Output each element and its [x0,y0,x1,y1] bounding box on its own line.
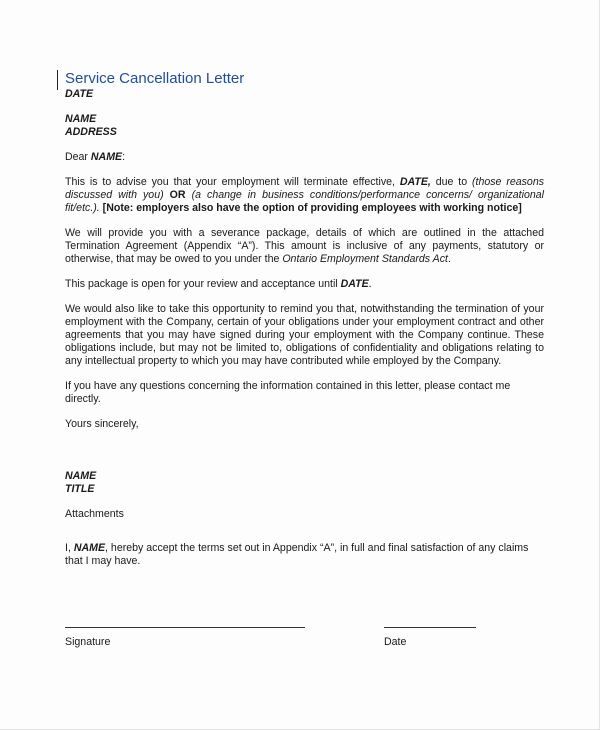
letter-body [65,70,544,568]
acceptance-statement: I, NAME, hereby accept the terms set out in Appendix “A”, in full and final satisfaction of any claims that I may have. [65,542,529,567]
closing: Yours sincerely, [65,418,139,430]
date-line [384,627,476,628]
paragraph-termination: This is to advise you that your employment will terminate effective, DATE, due to (those reasons discussed with you) OR (a change in business conditions/performance concerns/ organizational fit/etc.). [Note: employers also have the option of providing employees with working notice] [65,176,545,214]
date-placeholder: DATE [65,88,94,100]
attachments-label: Attachments [65,508,124,520]
sender-title: TITLE [65,483,95,495]
salutation: Dear NAME: [65,151,126,163]
recipient-address: ADDRESS [65,126,117,138]
paragraph-review: This package is open for your review and acceptance until DATE. [65,278,372,290]
sender-name: NAME [65,470,97,482]
paragraph-severance: We will provide you with a severance package, details of which are outlined in the attached Termination Agreement (Appendix “A”). This amount is inclusive of any payments, statutory or otherwise, that may be owed to you under the Ontario Employment Standards Act. [65,227,544,265]
signature-line [65,627,305,628]
signature-label: Signature [65,636,111,648]
paragraph-questions: If you have any questions concerning the information contained in this letter, please contact me directly. [65,380,511,405]
letter-title: Service Cancellation Letter [65,70,245,87]
date-label: Date [384,636,407,648]
text-cursor [57,70,58,90]
paragraph-obligations: We would also like to take this opportunity to remind you that, notwithstanding the termination of your employment with the Company, certain of your obligations under your employment contract and other agreements that you may have signed during your employment with the Company continue. These obligations include, but may not be limited to, obligations of confidentiality and obligations relating to any intellectual property to which you may have contributed while employed by the Company. [65,303,544,367]
recipient-name: NAME [65,113,97,125]
